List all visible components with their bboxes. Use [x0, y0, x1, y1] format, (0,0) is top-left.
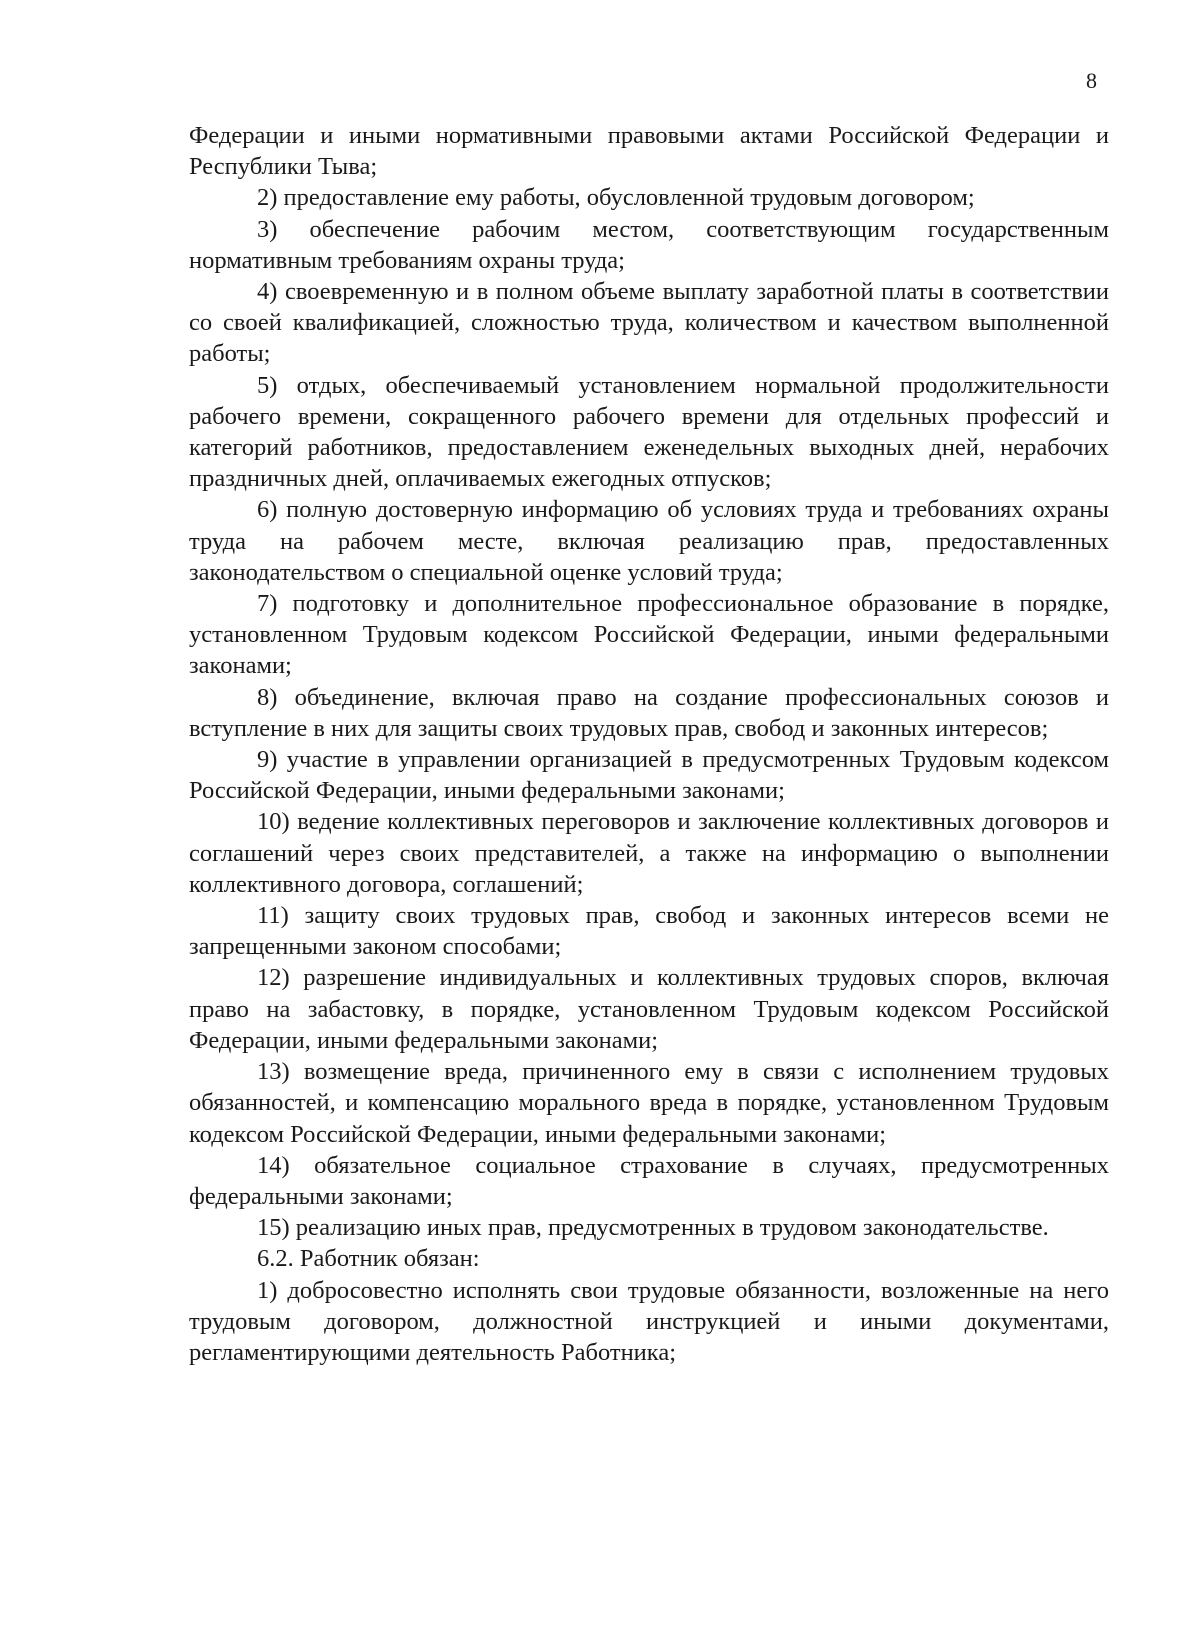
paragraph-item-14: 14) обязательное социальное страхование в случаях, предусмотренных федеральными законами; — [189, 1151, 1109, 1210]
page-number: 8 — [1086, 68, 1097, 93]
paragraph-item-5: 5) отдых, обеспечиваемый установлением нормальной продолжительности рабочего времени, сокращенного рабочего времени для отдельных профессий и категорий работников, предоставлением еженедельных выходных дней, нерабочих праздничных дней, оплачиваемых ежегодных отпусков; — [189, 371, 1109, 493]
paragraph-continuation: Федерации и иными нормативными правовыми актами Российской Федерации и Республики Тыва; — [189, 122, 1109, 181]
paragraph-item-2: 2) предоставление ему работы, обусловленной трудовым договором; — [257, 184, 975, 212]
document-body — [189, 120, 1109, 1368]
paragraph-item-15: 15) реализацию иных прав, предусмотренных в трудовом законодательстве. — [257, 1214, 1049, 1242]
paragraph-item-4: 4) своевременную и в полном объеме выплату заработной платы в соответствии со своей квалификацией, сложностью труда, количеством и качеством выполненной работы; — [189, 278, 1109, 368]
paragraph-item-13: 13) возмещение вреда, причиненного ему в связи с исполнением трудовых обязанностей, и компенсацию морального вреда в порядке, установленном Трудовым кодексом Российской Федерации, иными федеральными законами; — [189, 1058, 1109, 1148]
paragraph-item-12: 12) разрешение индивидуальных и коллективных трудовых споров, включая право на забастовку, в порядке, установленном Трудовым кодексом Российской Федерации, иными федеральными законами; — [189, 964, 1109, 1054]
paragraph-item-9: 9) участие в управлении организацией в предусмотренных Трудовым кодексом Российской Федерации, иными федеральными законами; — [189, 746, 1109, 805]
paragraph-item-8: 8) объединение, включая право на создание профессиональных союзов и вступление в них для защиты своих трудовых прав, свобод и законных интересов; — [189, 683, 1109, 742]
paragraph-item-11: 11) защиту своих трудовых прав, свобод и законных интересов всеми не запрещенными законом способами; — [189, 902, 1109, 961]
paragraph-duty-1: 1) добросовестно исполнять свои трудовые обязанности, возложенные на него трудовым договором, должностной инструкцией и иными документами, регламентирующими деятельность Работника; — [189, 1276, 1109, 1366]
paragraph-item-7: 7) подготовку и дополнительное профессиональное образование в порядке, установленном Трудовым кодексом Российской Федерации, иными федеральными законами; — [189, 590, 1109, 680]
paragraph-item-6: 6) полную достоверную информацию об условиях труда и требованиях охраны труда на рабочем месте, включая реализацию прав, предоставленных законодательством о специальной оценке условий труда; — [189, 496, 1109, 586]
paragraph-item-3: 3) обеспечение рабочим местом, соответствующим государственным нормативным требованиям охраны труда; — [189, 215, 1109, 274]
section-heading-6-2: 6.2. Работник обязан: — [257, 1245, 480, 1273]
paragraph-item-10: 10) ведение коллективных переговоров и заключение коллективных договоров и соглашений через своих представителей, а также на информацию о выполнении коллективного договора, соглашений; — [189, 808, 1109, 898]
